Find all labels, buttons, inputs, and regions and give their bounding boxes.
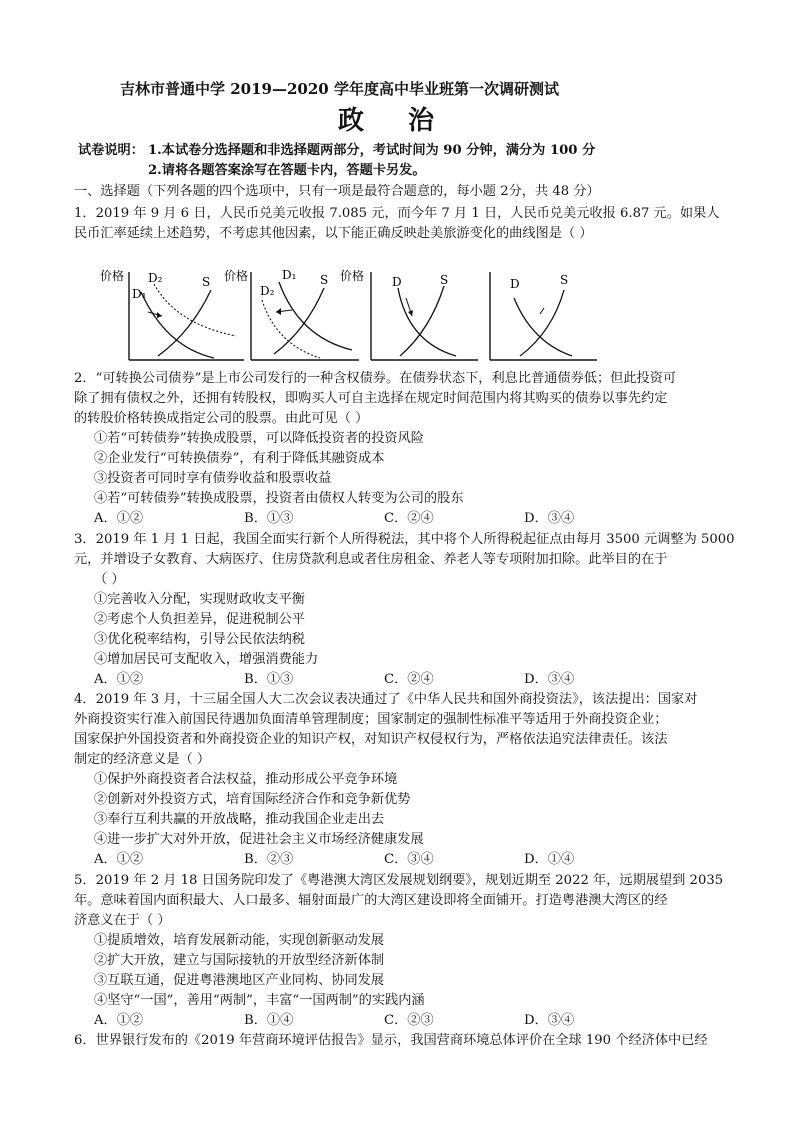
- instructions-line-2: 2.请将各题答案涂写在答题卡内，答题卡另发。: [148, 163, 426, 178]
- answer-option-c: C．②③: [384, 1013, 434, 1028]
- curve-label: D₂: [260, 284, 275, 298]
- curve-label: S: [440, 273, 449, 287]
- question-item: ③投资者可同时享有债券收益和股票收益: [94, 471, 332, 486]
- instructions-label: 试卷说明：: [78, 143, 144, 158]
- question-stem-line: 4．2019 年 3 月，十三届全国人大二次会议表决通过了《中华人民共和国外商投资法》，该法提出：国家对: [74, 692, 698, 707]
- question-stem-line: 2．“可转换公司债券”是上市公司发行的一种含权债券。在债券状态下，利息比普通债券低；但此投资可: [74, 371, 677, 386]
- answer-option-d: D．③④: [524, 672, 575, 687]
- graph-4: [482, 262, 602, 372]
- demand-curve-d2: [262, 300, 320, 358]
- question-stem-line: 的转股价格转换成指定公司的股票。由此可见（ ）: [74, 411, 369, 426]
- arrow-head: [276, 308, 281, 315]
- graph-y-label: 价格: [224, 269, 249, 283]
- curve-label: D: [392, 275, 402, 289]
- demand-curve: [398, 288, 456, 356]
- subject-title: 政治: [338, 106, 479, 136]
- question-item: ②企业发行“可转换债券”，有利于降低其融资成本: [94, 451, 385, 466]
- shift-arrow: [540, 308, 544, 314]
- answer-option-a: A．①②: [94, 511, 144, 526]
- answer-option-a: A．①②: [94, 852, 144, 867]
- question-item: ③奉行互利共赢的开放战略，推动我国企业走出去: [94, 812, 385, 827]
- question-item: ④坚守“一国”，善用“两制”，丰富“一国两制”的实践内涵: [94, 993, 425, 1008]
- section-heading: 一、选择题（下列各题的四个选项中，只有一项是最符合题意的，每小题 2分，共 48 分）: [74, 184, 600, 199]
- graph-y-label: 价格: [340, 269, 365, 283]
- question-stem-line: （ ）: [94, 572, 125, 587]
- supply-curve: [520, 290, 564, 356]
- answer-option-b: B．①③: [244, 672, 294, 687]
- question-item: ④进一步扩大对外开放，促进社会主义市场经济健康发展: [94, 832, 424, 847]
- supply-curve: [274, 288, 324, 354]
- answer-option-c: C．②④: [384, 672, 434, 687]
- question-item: ③优化税率结构，引导公民依法纳税: [94, 632, 305, 647]
- instructions-line-1: 1.本试卷分选择题和非选择题两部分，考试时间为 90 分钟，满分为 100 分: [148, 143, 596, 158]
- demand-curve-d1: [141, 292, 214, 358]
- question-item: ②考虑个人负担差异，促进税制公平: [94, 612, 305, 627]
- exam-title: 吉林市普通中学 2019—2020 学年度高中毕业班第一次调研测试: [120, 80, 559, 98]
- question-stem-line: 1．2019 年 9 月 6 日，人民币兑美元收报 7.085 元，而今年 7 月 1 日，人民币兑美元收报 6.87 元。如果人: [74, 206, 720, 221]
- answer-option-d: D．③④: [524, 511, 575, 526]
- curve-label: S: [320, 273, 329, 287]
- question-stem-line: 济意义在于（ ）: [74, 913, 171, 928]
- question-item: ②创新对外投资方式，培育国际经济合作和竞争新优势: [94, 792, 411, 807]
- question-item: ④增加居民可支配收入，增强消费能力: [94, 652, 319, 667]
- question-item: ①完善收入分配，实现财政收支平衡: [94, 592, 305, 607]
- question-stem-line: 国家保护外国投资者和外商投资企业的知识产权，对知识产权侵权行为，严格依法追究法律责任。该法: [74, 732, 668, 747]
- curve-label: D₂: [148, 271, 163, 285]
- graph-y-label: 价格: [100, 269, 125, 283]
- demand-curve: [514, 298, 572, 356]
- question-stem-line: 年。意味着国内面积最大、人口最多、辐射面最广的大湾区建设即将全面铺开。打造粤港澳大湾区的经: [74, 893, 668, 908]
- question-stem-line: 制定的经济意义是（ ）: [74, 752, 211, 767]
- question-stem-line: 元，并增设子女教育、大病医疗、住房贷款利息或者住房租金、养老人等专项附加扣除。此举目的在于: [74, 552, 668, 567]
- question-stem-line: 除了拥有债权之外，还拥有转股权，即购买人可自主选择在规定时间范围内将其购买的债券以事先约定: [74, 391, 668, 406]
- question-stem-line: 3．2019 年 1 月 1 日起，我国全面实行新个人所得税法，其中将个人所得税起征点由每月 3500 元调整为 5000: [74, 532, 735, 547]
- curve-label: D₁: [132, 287, 147, 301]
- question-item: ②扩大开放，建立与国际接轨的开放型经济新体制: [94, 953, 385, 968]
- answer-option-d: D．①④: [524, 852, 575, 867]
- answer-option-b: B．①③: [244, 511, 294, 526]
- question-stem-line: 外商投资实行准入前国民待遇加负面清单管理制度；国家制定的强制性标准平等适用于外商投资企业；: [74, 712, 668, 727]
- answer-option-a: A．①②: [94, 1013, 144, 1028]
- curve-label: S: [202, 275, 211, 289]
- question-stem-line: 民币汇率延续上述趋势，不考虑其他因素，以下能正确反映赴美旅游变化的曲线图是（ ）: [74, 226, 593, 241]
- answer-option-c: C．③④: [384, 852, 434, 867]
- answer-option-a: A．①②: [94, 672, 144, 687]
- curve-label: D₁: [282, 268, 297, 282]
- question-item: ③互联互通，促进粤港澳地区产业同构、协同发展: [94, 973, 385, 988]
- answer-option-b: B．②③: [244, 852, 294, 867]
- question-item: ①若“可转债券”转换成股票，可以降低投资者的投资风险: [94, 431, 424, 446]
- arrow-head: [157, 312, 162, 318]
- answer-option-d: D．③④: [524, 1013, 575, 1028]
- answer-option-c: C．②④: [384, 511, 434, 526]
- question-item: ①提质增效，培育发展新动能，实现创新驱动发展: [94, 933, 385, 948]
- question-item: ④若“可转债券”转换成股票，投资者由债权人转变为公司的股东: [94, 491, 464, 506]
- curve-label: D: [510, 277, 520, 291]
- curve-label: S: [560, 273, 569, 287]
- graph-3: [340, 262, 480, 372]
- answer-option-b: B．①④: [244, 1013, 294, 1028]
- question-stem-line: 6．世界银行发布的《2019 年营商环境评估报告》显示，我国营商环境总体评价在全球 190 个经济体中已经: [74, 1033, 708, 1048]
- question-stem-line: 5．2019 年 2 月 18 日国务院印发了《粤港澳大湾区发展规划纲要》，规划近期至 2022 年，远期展望到 2035: [74, 873, 724, 888]
- question-item: ①保护外商投资者合法权益，推动形成公平竞争环境: [94, 772, 398, 787]
- supply-curve: [400, 286, 444, 356]
